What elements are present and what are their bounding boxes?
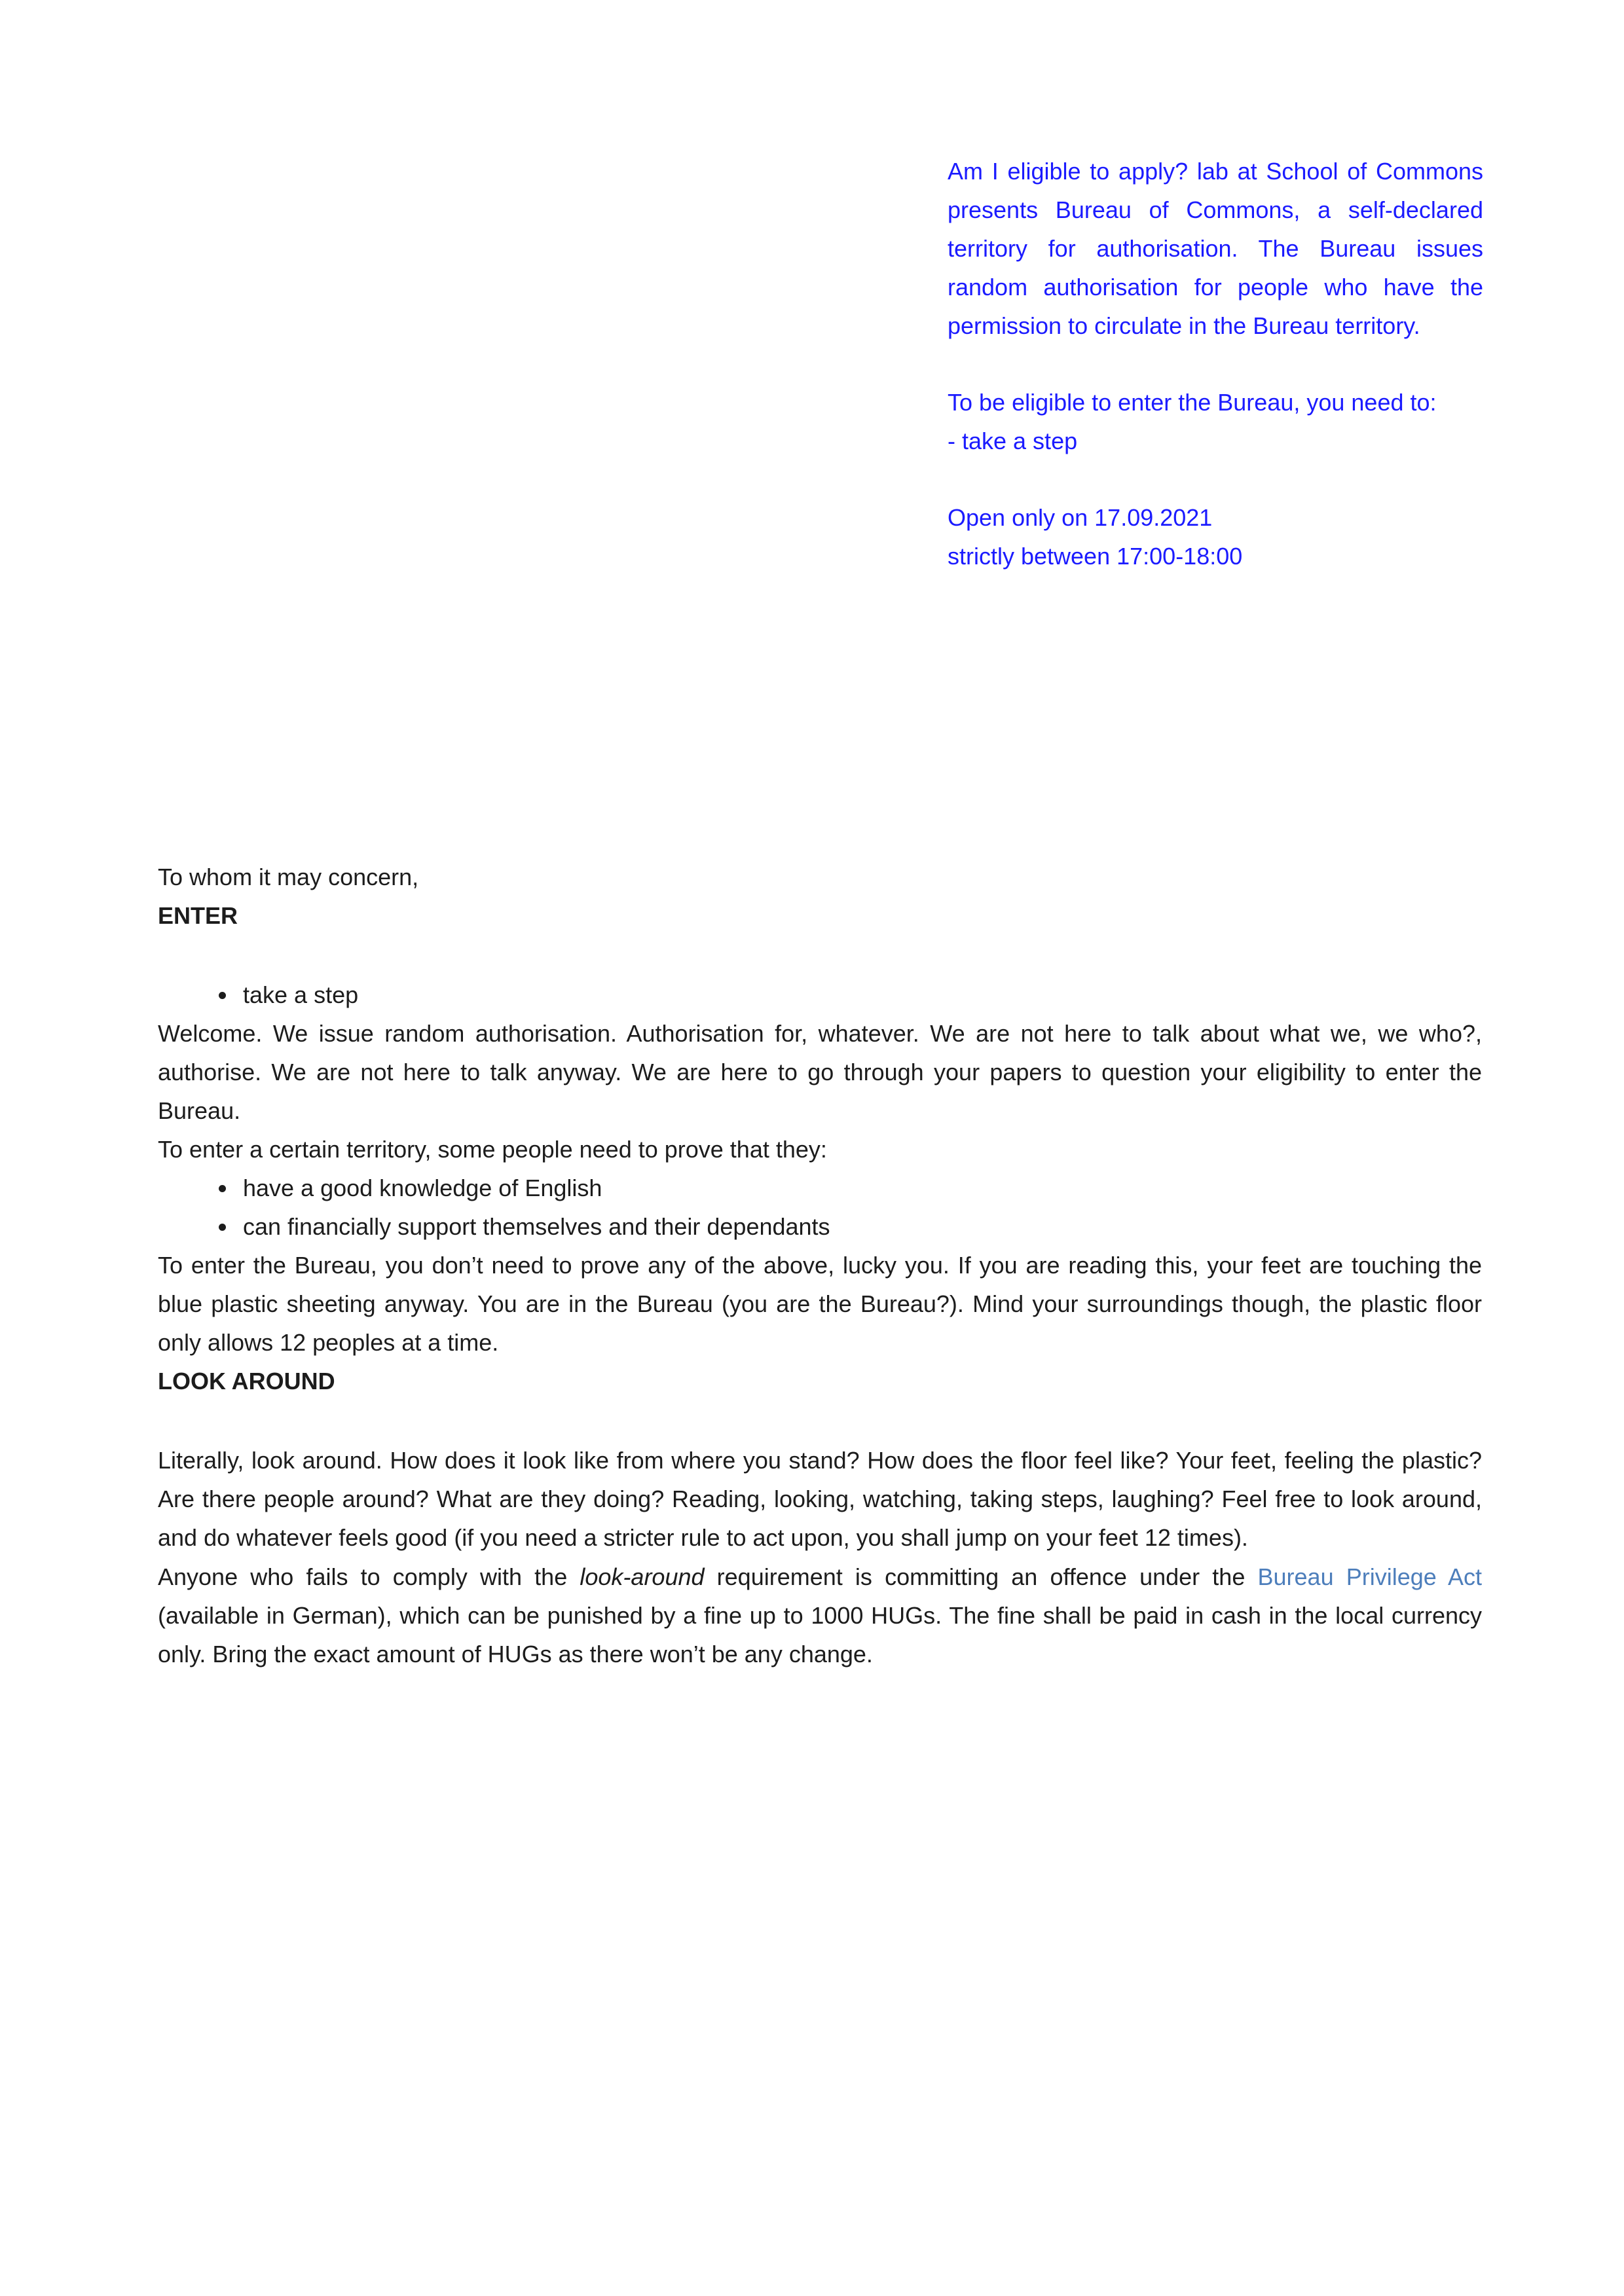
offence-paragraph-part1: Anyone who fails to comply with the [158,1563,580,1590]
notice-eligibility-line: To be eligible to enter the Bureau, you need to: [948,389,1437,416]
requirements-list [158,1169,1482,1246]
notice-block [948,152,1483,575]
offence-paragraph [158,1558,1482,1673]
list-item: • have a good knowledge of English [238,1169,1482,1207]
literally-paragraph: Literally, look around. How does it look like from where you stand? How does the floor feel like? Your feet, feeling the plastic? Are there people around? What are they doing? Reading, looking, watching, taking steps, laughing? Feel free to look around, and do whatever feels good (if you need a stricter rule to act upon, you shall jump on your feet 12 times). [158,1447,1482,1552]
letter-body [158,858,1482,1673]
bureau-paragraph: To enter the Bureau, you don’t need to prove any of the above, lucky you. If you are reading this, your feet are touching the blue plastic sheeting anyway. You are in the Bureau (you are the Bureau?). Mind your surroundings though, the plastic floor only allows 12 peoples at a time. [158,1252,1482,1357]
look-around-heading: LOOK AROUND [158,1368,335,1395]
look-around-term: look-around [580,1563,705,1590]
enter-heading: ENTER [158,902,238,930]
notice-open-date: Open only on 17.09.2021 [948,504,1213,532]
notice-open-time: strictly between 17:00-18:00 [948,543,1243,570]
offence-paragraph-part3: (available in German), which can be punished by a fine up to 1000 HUGs. The fine shall be paid in cash in the local currency only. Bring the exact amount of HUGs as there won’t be any change. [158,1601,1482,1667]
bureau-privilege-act-link[interactable]: Bureau Privilege Act [1257,1563,1483,1590]
list-item: • can financially support themselves and their dependants [238,1207,1482,1246]
salutation: To whom it may concern, [158,864,419,890]
welcome-paragraph: Welcome. We issue random authorisation. Authorisation for, whatever. We are not here to talk about what we, we who?, authorise. We are not here to talk anyway. We are here to go through your papers to question your eligibility to enter the Bureau. [158,1020,1482,1125]
notice-eligibility-item: - take a step [948,428,1078,455]
notice-intro: Am I eligible to apply? lab at School of Commons presents Bureau of Commons, a self-declared territory for authorisation. The Bureau issues random authorisation for people who have the permission to circulate in the Bureau territory. [948,158,1483,340]
enter-bullet-list [158,975,1482,1014]
list-item: • take a step [238,975,1482,1014]
territory-paragraph: To enter a certain territory, some people need to prove that they: [158,1136,827,1163]
offence-paragraph-part2: requirement is committing an offence under the [704,1563,1258,1590]
